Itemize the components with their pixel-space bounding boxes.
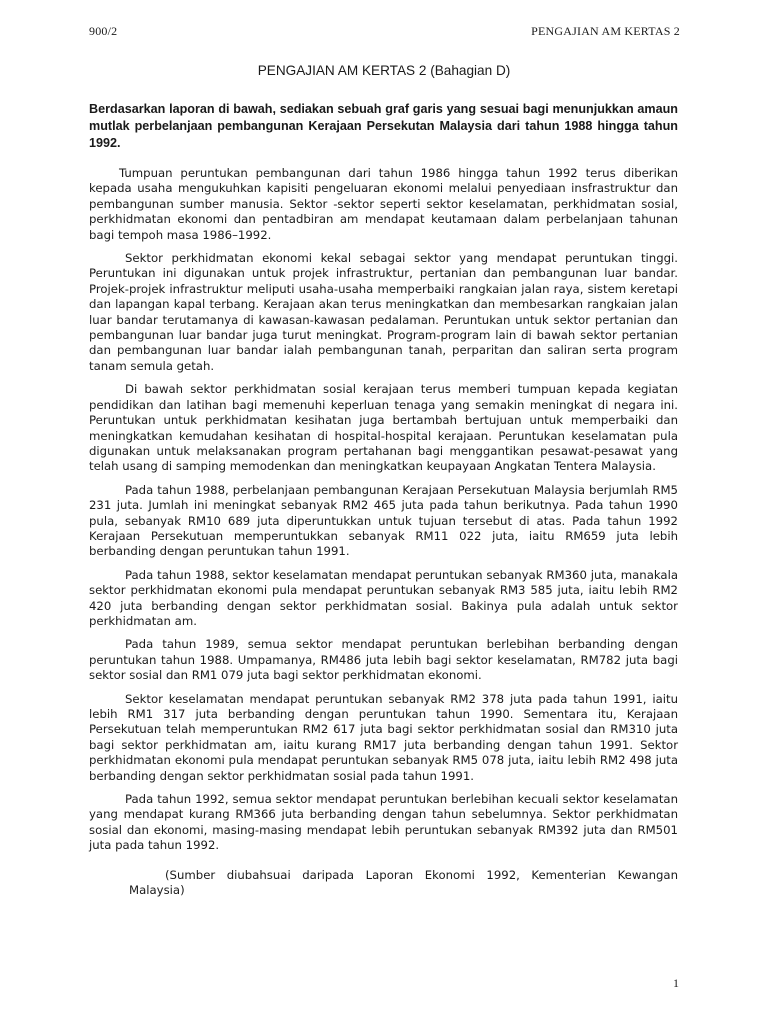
source-citation: (Sumber diubahsuai daripada Laporan Ekonomi 1992, Kementerian Kewangan Malaysia) [129, 867, 678, 898]
header-subject: PENGAJIAN AM KERTAS 2 [531, 24, 680, 38]
page-title: PENGAJIAN AM KERTAS 2 (Bahagian D) [257, 63, 511, 78]
page-number: 1 [673, 976, 679, 990]
report-body [89, 166, 678, 906]
paragraph-1: Tumpuan peruntukan pembangunan dari tahun 1986 hingga tahun 1992 terus diberikan kepada usaha mengukuhkan kapisiti pengeluaran ekonomi melalui penyediaan insfrastruktur dan pembangunan sumber manusia. Sektor -sektor seperti sektor keselamatan, perkhidmatan sosial, perkhidmatan ekonomi dan pentadbiran am mendapat keutamaan dalam perbelanjaan tahunan bagi tempoh masa 1986–1992. [89, 166, 678, 242]
paragraph-6: Pada tahun 1989, semua sektor mendapat peruntukan berlebihan berbanding dengan peruntukan tahun 1988. Umpamanya, RM486 juta lebih bagi sektor keselamatan, RM782 juta bagi sektor sosial dan RM1 079 juta bagi sektor perkhidmatan ekonomi. [89, 637, 678, 683]
paragraph-8: Pada tahun 1992, semua sektor mendapat peruntukan berlebihan kecuali sektor keselamatan yang mendapat kurang RM366 juta berbanding dengan tahun sebelumnya. Sektor perkhidmatan sosial dan ekonomi, masing-masing mendapat lebih peruntukan sebanyak RM392 juta dan RM501 juta pada tahun 1992. [89, 792, 678, 853]
instruction-text: Berdasarkan laporan di bawah, sediakan sebuah graf garis yang sesuai bagi menunjukkan amaun mutlak perbelanjaan pembangunan Kerajaan Persekutan Malaysia dari tahun 1988 hingga tahun 1992. [89, 102, 678, 150]
paragraph-7: Sektor keselamatan mendapat peruntukan sebanyak RM2 378 juta pada tahun 1991, iaitu lebih RM1 317 juta berbanding dengan peruntukan tahun 1990. Sementara itu, Kerajaan Persekutuan telah memperuntukan RM2 617 juta bagi sektor perkhidmatan sosial dan RM310 juta bagi sektor perkhidmatan am, iaitu kurang RM17 juta berbanding dengan tahun 1991. Sektor perkhidmatan ekonomi pula mendapat peruntukan sebanyak RM5 078 juta, iaitu lebih RM2 498 juta berbanding dengan sektor perkhidmatan sosial pada tahun 1991. [89, 691, 678, 783]
paragraph-2: Sektor perkhidmatan ekonomi kekal sebagai sektor yang mendapat peruntukan tinggi. Peruntukan ini digunakan untuk projek infrastruktur, pertanian dan pembangunan luar bandar. Projek-projek infrastruktur meliputi usaha-usaha memperbaiki rangkaian jalan raya, sistem keretapi dan lapangan kapal terbang. Kerajaan akan terus meningkatkan dan membesarkan rangkaian jalan luar bandar terutamanya di kawasan-kawasan pedalaman. Peruntukan untuk sektor pertanian dan pembangunan luar bandar juga turut meningkat. Program-program lain di bawah sektor pertanian dan pembangunan luar bandar ialah pembangunan tanah, perparitan dan saliran serta program tanam semula getah. [89, 251, 678, 373]
paragraph-3: Di bawah sektor perkhidmatan sosial kerajaan terus memberi tumpuan kepada kegiatan pendidikan dan latihan bagi memenuhi keperluan tenaga yang semakin meningkat di negara ini. Peruntukan untuk perkhidmatan kesihatan juga bertambah bertujuan untuk memperbaiki dan meningkatkan kemudahan kesihatan di hospital-hospital kerajaan. Peruntukan keselamatan pula digunakan untuk melaksanakan program pertahanan bagi menggantikan pesawat-pesawat yang telah usang di samping memodenkan dan meningkatkan keupayaan Angkatan Tentera Malaysia. [89, 382, 678, 474]
paragraph-5: Pada tahun 1988, sektor keselamatan mendapat peruntukan sebanyak RM360 juta, manakala sektor perkhidmatan ekonomi pula mendapat peruntukan sebanyak RM3 585 juta, iaitu lebih RM2 420 juta berbanding dengan sektor perkhidmatan sosial. Bakinya pula adalah untuk sektor perkhidmatan am. [89, 567, 678, 628]
paragraph-4: Pada tahun 1988, perbelanjaan pembangunan Kerajaan Persekutuan Malaysia berjumlah RM5 231 juta. Jumlah ini meningkat sebanyak RM2 465 juta pada tahun berikutnya. Pada tahun 1990 pula, sebanyak RM10 689 juta diperuntukkan untuk tujuan tersebut di atas. Pada tahun 1992 Kerajaan Persekutuan memperuntukkan sebanyak RM11 022 juta, iaitu RM659 juta lebih berbanding dengan peruntukan tahun 1991. [89, 482, 678, 559]
header-code: 900/2 [89, 24, 118, 38]
